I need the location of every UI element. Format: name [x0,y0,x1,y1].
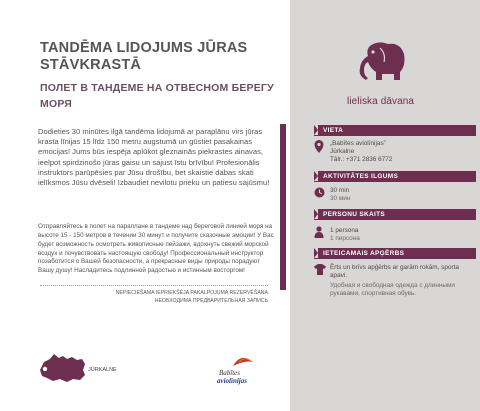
clothing-header: IETEICAMAIS APĢĒRBS [314,248,476,259]
title-latvian: TANDĒMA LIDOJUMS JŪRAS STĀVKRASTĀ [40,40,248,73]
description-latvian: Dodieties 30 minūtes ilgā tandēma lidojumā ar paraplānu virs jūras krasta līnijas 15 līdz 150 metru augstumā un gūstiet pasakainas emocijas! Jums būs iespēja aplūkot gleznainās piekrastes ainavas, ieelpot spirdzinošo jūras gaisu un sajust īstu brīvību! Profesionālis instruktors parūpēsies par Jūsu drošību, bet skaistie dabas skati ielīksmos Jūsu dvēseli! Izbaudiet nevilotu prieku un patiesu sajūsmu! [38,127,270,188]
persons-latvian: 1 persona [330,227,359,234]
clock-icon [314,187,325,198]
brand-name: lieliska dāvana [347,96,415,107]
partner-logo-line2: aviolīnijas [217,377,247,385]
city-label: JŪRKALNE [88,367,117,373]
shirt-icon [314,264,326,275]
description-russian: Отправляйтесь в полет на параплане в тандеме над береговой линией моря на высоте 15 - 150 метров в течении 30 минут и получите сказочные эмоции! У Вас будет возможность осмотреть живописные пейзажи, вдохнуть свежий морской воздух и почувствовать настоящую свободу! Профессиональный инструктор позаботится о Вашей безопасности, а прекрасные виды природы порадуют Вашу душу! Насладитесь подлинной радостью и истинным восторгом! [38,223,274,275]
accent-bar [280,124,286,290]
elephant-logo-icon [356,38,408,84]
dotted-divider [40,285,268,286]
location-info [330,140,475,164]
clothing-russian: Удобная и свободная одежда с длинными рукавами, спортивная обувь. [330,282,455,297]
duration-latvian: 30 min [330,187,350,194]
location-phone: Tālr.: +371 2836 6772 [330,156,393,163]
location-pin-icon [314,140,324,153]
persons-info [330,227,475,243]
persons-header: PERSONU SKAITS [314,209,476,220]
partner-logo-line1: Babītes [219,369,240,377]
reservation-note-russian: НЕОБХОДИМА ПРЕДВАРИТЕЛЬНАЯ ЗАПИСЬ [154,298,268,304]
persons-russian: 1 персона [330,235,360,242]
clothing-info [330,264,475,298]
duration-russian: 30 мин [330,195,351,202]
duration-info [330,187,475,203]
person-icon [314,226,324,238]
location-city: Jūrkalne [330,148,355,155]
latvia-map-icon [38,350,86,384]
reservation-note-latvian: NEPIECIEŠAMA IEPRIEKŠĒJA PAKALPOJUMA REZERVĒŠANA [115,290,268,296]
clothing-latvian: Ērts un brīvs apģērbs ar garām rokām, sporta apavi. [330,264,459,279]
location-header: VIETA [314,125,476,136]
duration-header: AKTIVITĀTES ILGUMS [314,171,476,182]
babites-aviolinijas-logo [215,352,265,386]
location-name: „Babītes aviolīnijas” [330,140,386,147]
title-russian: ПОЛЕТ В ТАНДЕМЕ НА ОТВЕСНОМ БЕРЕГУ МОРЯ [40,82,274,110]
